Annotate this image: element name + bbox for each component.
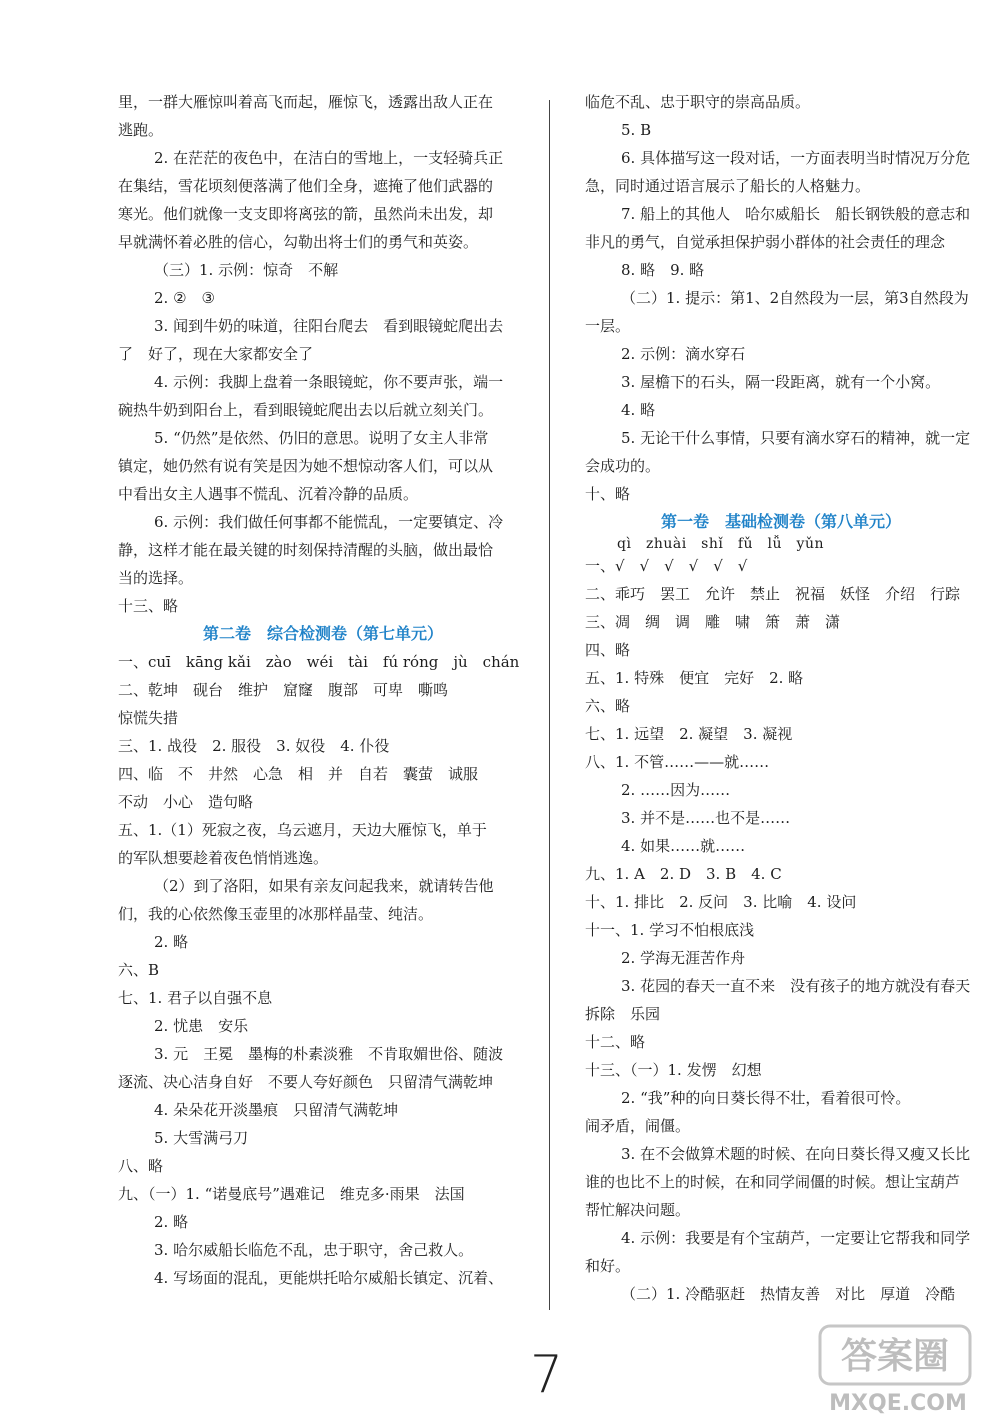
answer-line: 十二、略 [585,1033,646,1051]
answer-line: 5. 无论干什么事情，只要有滴水穿石的精神，就一定 [621,429,971,447]
answer-line: 在集结，雪花顷刻便落满了他们全身，遮掩了他们武器的 [118,177,494,195]
answer-line: 们，我的心依然像玉壶里的冰那样晶莹、纯洁。 [118,905,434,923]
answer-line: 2. ……因为…… [621,781,731,799]
tick-answer-line: 一、√ √ √ √ √ √ [585,557,748,575]
answer-line: 逃跑。 [118,121,164,139]
answer-line: 2. ② ③ [154,289,215,307]
answer-line: 5. B [621,121,652,139]
answer-line: 拆除 乐园 [585,1005,661,1023]
answer-line: 六、略 [585,697,631,715]
watermark-icon [808,1318,988,1418]
answer-line: 寒光。他们就像一支支即将离弦的箭，虽然尚未出发，却 [118,205,494,223]
answer-line: 2. 在茫茫的夜色中，在洁白的雪地上，一支轻骑兵正 [154,149,504,167]
answer-line: 七、1. 君子以自强不息 [118,989,273,1007]
answer-line: 十、略 [585,485,631,503]
section-heading: 第二卷 综合检测卷（第七单元） [202,624,443,643]
answer-line: 九、（一）1. “诺曼底号”遇难记 维克多·雨果 法国 [118,1185,465,1203]
answer-line: 临危不乱、忠于职守的崇高品质。 [585,93,811,111]
answer-line: 一、cuī kāng kǎi zào wéi tài fú róng jù chán [118,653,520,671]
answer-line: 6. 示例：我们做任何事都不能慌乱，一定要镇定、冷 [154,513,504,531]
answer-line: 三、凋 绸 调 雕 啸 箫 萧 潇 [585,613,841,631]
answer-line: 3. 闻到牛奶的味道，往阳台爬去 看到眼镜蛇爬出去 [154,317,504,335]
answer-line: （三）1. 示例：惊奇 不解 [154,261,339,279]
pinyin-annotation: qì zhuài shǐ fǔ lǚ yǔn [617,536,824,552]
answer-line: 非凡的勇气，自觉承担保护弱小群体的社会责任的理念 [585,233,946,251]
answer-line: （二）1. 冷酷驱赶 热情友善 对比 厚道 冷酷 [621,1285,956,1303]
answer-line: 九、1. A 2. D 3. B 4. C [585,865,782,883]
answer-line: 4. 略 [621,401,656,419]
answer-line: 早就满怀着必胜的信心，勾勒出将士们的勇气和英姿。 [118,233,479,251]
answer-line: 8. 略 9. 略 [621,261,705,279]
answer-line: 一层。 [585,317,631,335]
right-column [585,88,977,1308]
answer-line: 6. 具体描写这一段对话，一方面表明当时情况万分危 [621,149,971,167]
answer-line: 的军队想要趁着夜色悄悄逃逸。 [118,849,329,867]
answer-line: 3. 花园的春天一直不来 没有孩子的地方就没有春天 [621,977,971,995]
answer-line: 八、1. 不管……——就…… [585,753,770,771]
answer-line: 5. “仍然”是依然、仍旧的意思。说明了女主人非常 [154,429,489,447]
answer-line: 4. 写场面的混乱，更能烘托哈尔威船长镇定、沉着、 [154,1269,504,1287]
watermark-logo [808,1318,988,1418]
answer-line: 2. 略 [154,933,189,951]
answer-line: 闹矛盾，闹僵。 [585,1117,691,1135]
answer-line: 2. 略 [154,1213,189,1231]
answer-line: 六、B [118,961,160,979]
answer-line: 2. 示例：滴水穿石 [621,345,746,363]
answer-line: 帮忙解决问题。 [585,1201,691,1219]
answer-line: 五、1. 特殊 便宜 完好 2. 略 [585,669,804,687]
answer-line: 三、1. 战役 2. 服役 3. 奴役 4. 仆役 [118,737,390,755]
answer-line: 八、略 [118,1157,164,1175]
answer-line: 2. 忧患 安乐 [154,1017,249,1035]
answer-line: 惊慌失措 [118,709,179,727]
answer-line: 里，一群大雁惊叫着高飞而起，雁惊飞，透露出敌人正在 [118,93,494,111]
answer-line: 谁的也比不上的时候，在和同学闹僵的时候。想让宝葫芦 [585,1173,961,1191]
answer-line: 十一、1. 学习不怕根底浅 [585,921,755,939]
answer-line: 7. 船上的其他人 哈尔威船长 船长钢铁般的意志和 [621,205,971,223]
answer-line: 逐流、决心洁身自好 不要人夸好颜色 只留清气满乾坤 [118,1073,494,1091]
answer-line: 四、略 [585,641,631,659]
answer-line: 碗热牛奶到阳台上，看到眼镜蛇爬出去以后就立刻关门。 [118,401,494,419]
answer-line: 3. 在不会做算术题的时候、在向日葵长得又瘦又长比 [621,1145,971,1163]
answer-line: 镇定，她仍然有说有笑是因为她不想惊动客人们，可以从 [118,457,494,475]
answer-line: 十、1. 排比 2. 反问 3. 比喻 4. 设问 [585,893,857,911]
answer-line: 静，这样才能在最关键的时刻保持清醒的头脑，做出最恰 [118,541,494,559]
answer-line: 5. 大雪满弓刀 [154,1129,249,1147]
left-column [118,88,528,1292]
answer-line: 二、乖巧 罢工 允许 禁止 祝福 妖怪 介绍 行踪 [585,585,961,603]
answer-line: 3. 哈尔威船长临危不乱，忠于职守，舍己救人。 [154,1241,474,1259]
section-heading: 第一卷 基础检测卷（第八单元） [660,512,901,531]
answer-line: 不动 小心 造句略 [118,793,254,811]
answer-line: （2）到了洛阳，如果有亲友问起我来，就请转告他 [154,877,494,895]
answer-line: 4. 示例：我脚上盘着一条眼镜蛇，你不要声张，端一 [154,373,504,391]
answer-line: 4. 如果……就…… [621,837,746,855]
answer-line: 4. 示例：我要是有个宝葫芦，一定要让它帮我和同学 [621,1229,971,1247]
page-number: 7 [530,1345,564,1405]
column-divider [549,100,550,1310]
answer-line: 十三、略 [118,597,179,615]
answer-line: 3. 元 王冕 墨梅的朴素淡雅 不肯取媚世俗、随波 [154,1045,504,1063]
answer-line: 中看出女主人遇事不慌乱、沉着冷静的品质。 [118,485,419,503]
answer-line: 3. 并不是……也不是…… [621,809,791,827]
answer-line: 四、临 不 井然 心急 相 并 自若 囊萤 诚服 [118,765,479,783]
answer-line: 当的选择。 [118,569,194,587]
answer-line: 七、1. 远望 2. 凝望 3. 凝视 [585,725,793,743]
answer-line: 十三、（一）1. 发愣 幻想 [585,1061,762,1079]
answer-line: 二、乾坤 砚台 维护 窟窿 腹部 可卑 嘶鸣 [118,681,449,699]
answer-line: 3. 屋檐下的石头，隔一段距离，就有一个小窝。 [621,373,941,391]
answer-line: 了 好了，现在大家都安全了 [118,345,314,363]
answer-line: 2. “我”种的向日葵长得不壮，看着很可怜。 [621,1089,911,1107]
answer-line: 和好。 [585,1257,631,1275]
answer-line: 4. 朵朵花开淡墨痕 只留清气满乾坤 [154,1101,399,1119]
watermark-logo-text: 答案圈 [840,1336,950,1377]
answer-line: 五、1.（1）死寂之夜，乌云遮月，天边大雁惊飞，单于 [118,821,487,839]
watermark-url-text: MXQE.COM [829,1391,967,1416]
answer-line: 急，同时通过语言展示了船长的人格魅力。 [585,177,871,195]
answer-line: （二）1. 提示：第1、2自然段为一层，第3自然段为 [621,289,969,307]
answer-line: 会成功的。 [585,457,661,475]
answer-line: 2. 学海无涯苦作舟 [621,949,746,967]
